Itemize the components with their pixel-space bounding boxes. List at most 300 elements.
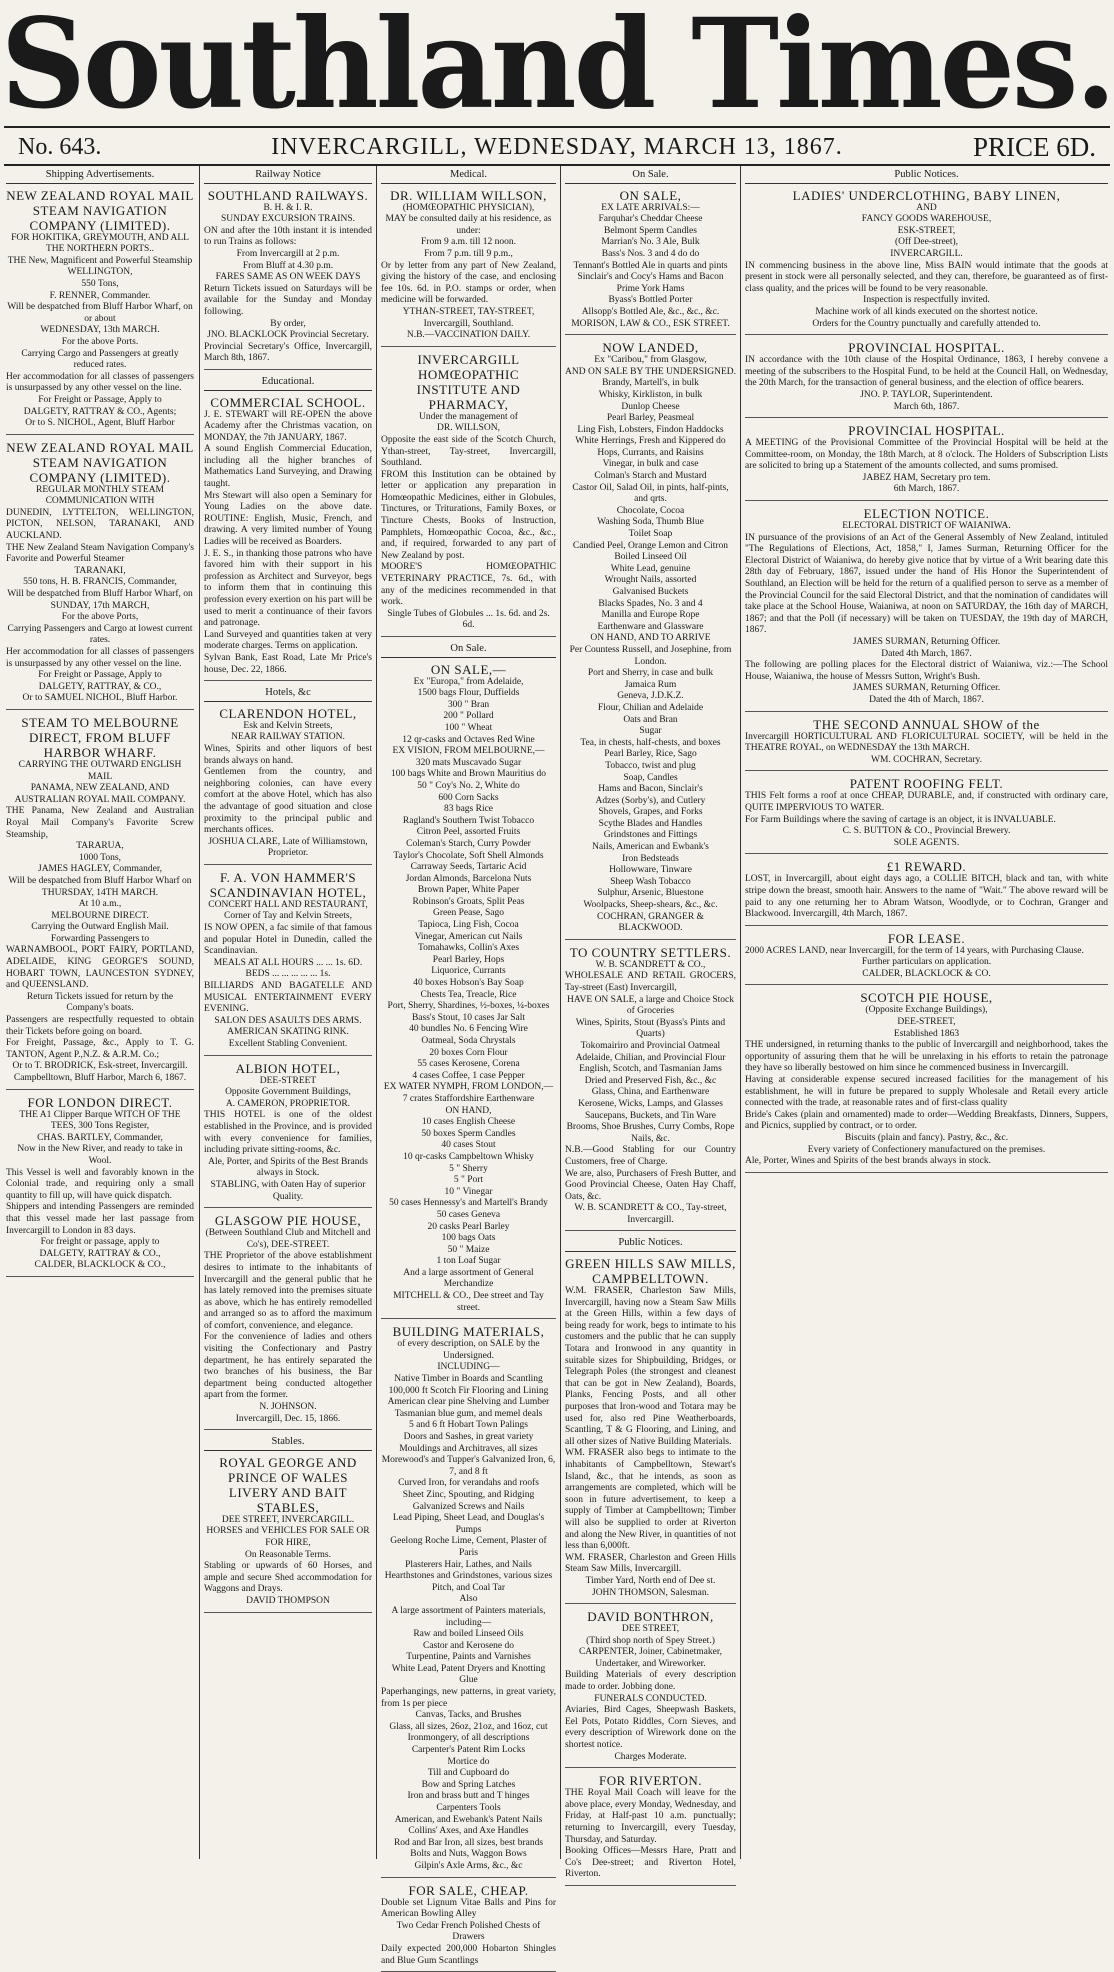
advertisement-line: Further particulars on application. [861, 957, 992, 968]
advertisement-line: Dated 4th March, 1867. [881, 648, 972, 659]
advertisement-line: 40 cases Stout [441, 1140, 496, 1151]
advertisement-line: 100 bags Oats [441, 1233, 496, 1244]
advertisement-line: Paperhangings, new patterns, in great variety, from 1s per piece [381, 1687, 556, 1709]
advertisement-line: Tokomairiro and Provincial Oatmeal [580, 1040, 721, 1051]
column-on-sale-notices [565, 168, 736, 1880]
advertisement-line: Chocolate, Cocoa [616, 505, 685, 516]
advertisement-line: Will be despatched from Bluff Harbor Wharf, on or about [7, 302, 193, 324]
advertisement-line: Byass's Bottled Porter [608, 295, 693, 306]
advertisement-line: For freight or passage, apply to [40, 1237, 160, 1248]
advertisement-line: CARRYING THE OUTWARD ENGLISH MAIL [18, 759, 182, 782]
advertisement-line: Farquhar's Cheddar Cheese [598, 214, 703, 225]
advertisement-line: Return Tickets issued on Saturdays will be available for the Sunday and Monday following. [204, 283, 372, 317]
advertisement [204, 1213, 372, 1430]
advertisement-line: Brown Paper, White Paper [417, 885, 520, 896]
advertisement-line: DEE-STREET, [897, 1017, 956, 1028]
advertisement-line: Colman's Starch and Mustard [594, 471, 707, 482]
advertisement-line: From 7 p.m. till 9 p.m., [424, 248, 513, 259]
advertisement-line: DAVID THOMPSON [246, 1595, 330, 1606]
advertisement-line: SUNDAY, 17th MARCH, [50, 600, 150, 611]
advertisement-line: THE A1 Clipper Barque WITCH OF THE TEES, 300 Tons Register, [19, 1109, 181, 1132]
advertisement-line: Prime York Hams [616, 283, 685, 294]
advertisement-line: FOR HOKITIKA, GREYMOUTH, AND ALL THE NORTHERN PORTS.. [11, 232, 189, 255]
advertisement-line: Brandy, Martell's, in bulk [602, 378, 699, 389]
advertisement-line: Kerosene, Wicks, Lamps, and Glasses [578, 1098, 723, 1109]
advertisement-heading: NOW LANDED, [602, 340, 699, 356]
advertisement-line: Sheep Wash Tobacco [610, 876, 691, 887]
advertisement-line: CONCERT HALL AND RESTAURANT, [208, 899, 368, 910]
advertisement-line: MEALS AT ALL HOURS ... ... 1s. 6D. [213, 957, 363, 968]
advertisement-line: Plasterers Hair, Lathes, and Nails [405, 1559, 532, 1570]
section-heading: On Sale. [381, 642, 556, 658]
advertisement-line: American, and Ewebank's Patent Nails [394, 1814, 543, 1825]
advertisement-line: English, Scotch, and Tasmanian Jams [579, 1064, 722, 1075]
advertisement-line: YTHAN-STREET, TAY-STREET, Invercargill, Southland. [402, 306, 535, 329]
advertisement-line: ESK-STREET, [897, 225, 956, 236]
advertisement-line: BEDS ... ... ... ... ... 1s. [245, 969, 331, 980]
advertisement-line: Oats and Bran [623, 714, 678, 725]
advertisement-line: Manilla and Europe Rope [601, 610, 700, 621]
advertisement-line: NEAR RAILWAY STATION. [231, 732, 345, 743]
advertisement-line: Blacks Spades, No. 3 and 4 [598, 598, 703, 609]
advertisement-line: Double set Lignum Vitae Balls and Pins for American Bowling Alley [381, 1897, 556, 1920]
advertisement-line: Ragland's Southern Twist Tobacco [402, 815, 535, 826]
advertisement-line: Boiled Linseed Oil [614, 552, 687, 563]
advertisement-line: Robinson's Groats, Split Peas [412, 896, 525, 907]
advertisement [745, 423, 1108, 501]
advertisement-line: 1 ton Loaf Sugar [436, 1256, 501, 1267]
advertisement-line: 20 boxes Corn Flour [429, 1047, 508, 1058]
advertisement-line: Excellent Stabling Convenient. [228, 1039, 348, 1049]
advertisement-heading: ON SALE, [619, 187, 682, 203]
advertisement-line: For the convenience of ladies and others visiting the Confectionary and Pastry department, he has entirely separated the two branches of his business, the Bar department being conducted altogether apart from the former. [204, 1332, 372, 1401]
advertisement-line: 50 cases Hennessy's and Martell's Brandy [389, 1198, 548, 1209]
column-divider [560, 166, 561, 1859]
advertisement-heading: ON SALE,— [430, 661, 507, 677]
masthead [0, 0, 1114, 137]
advertisement-line: (Between Southland Club and Mitchell and Co's), DEE-STREET. [205, 1228, 371, 1250]
advertisement-line: Carrying Cargo and Passengers at greatly reduced rates. [21, 348, 179, 371]
column-shipping [6, 168, 194, 1858]
advertisement-line: Ale, Porter, and Spirits of the Best Brands always in Stock. [208, 1156, 368, 1179]
advertisement-line: Having at considerable expense secured increased facilities for the management of his establishment, he will in future be prepared to supply Wholesale and Retail every article connected with the trade, at reasonable rates and of first-class quality [745, 1075, 1108, 1109]
advertisement-line: THE New, Magnificent and Powerful Steamship [7, 255, 193, 266]
advertisement [565, 1609, 736, 1768]
advertisement-line: Or to S. NICHOL, Agent, Bluff Harbor [25, 418, 175, 429]
advertisement-heading: GREEN HILLS SAW MILLS, CAMPBELLTOWN. [565, 1256, 736, 1287]
advertisement-line: Shippers and intending Passengers are reminded that this vessel made her last passage from Invercargill to London in 83 days. [6, 1202, 194, 1236]
advertisement-line: JAMES SURMAN, Returning Officer. [852, 637, 1001, 647]
advertisement-line: Wines, Spirits, Stout (Byass's Pints and Quarts) [575, 1017, 726, 1040]
advertisement-line: Biscuits (plain and fancy). Pastry, &c., &c. [844, 1133, 1009, 1143]
advertisement-line: Ex "Europa," from Adelaide, [413, 676, 524, 687]
advertisement-line: 40 boxes Hobson's Bay Soap [413, 978, 524, 989]
advertisement-line: BILLIARDS AND BAGATELLE AND MUSICAL ENTERTAINMENT EVERY EVENING. [204, 981, 372, 1015]
advertisement-line: Or to T. BRODRICK, Esk-street, Invercargill. [12, 1061, 188, 1072]
advertisement-line: N. JOHNSON. [259, 1402, 317, 1413]
advertisement-line: 10 cases English Cheese [421, 1117, 516, 1128]
advertisement-line: Building Materials of every description made to order. Jobbing done. [565, 1670, 736, 1693]
advertisement-line: 4 cases Coffee, 1 case Pepper [412, 1070, 525, 1081]
advertisement-heading: SOUTHLAND RAILWAYS. [207, 187, 369, 203]
advertisement-heading: NEW ZEALAND ROYAL MAIL STEAM NAVIGATION COMPANY (LIMITED). [6, 439, 194, 485]
advertisement-line: THIS Felt forms a roof at once CHEAP, DURABLE, and, if constructed with ordinary care, QUITE IMPERVIOUS TO WATER. [745, 791, 1108, 813]
advertisement-line: Hearthstones and Grindstones, various sizes [384, 1571, 553, 1582]
advertisement-line: (Third shop north of Spey Street.) [586, 1635, 715, 1646]
advertisement-line: Tea, in chests, half-chests, and boxes [580, 737, 721, 748]
advertisement-line: Carpenter's Patent Rim Locks [411, 1745, 526, 1756]
advertisement-line: Whisky, Kirkliston, in bulk [598, 389, 703, 400]
advertisement-line: Ex "Caribou," from Glasgow, [594, 355, 707, 366]
advertisement-line: Timber Yard, North end of Dee st. [585, 1575, 716, 1586]
advertisement-line: THE Royal Mail Coach will leave for the above place, every Monday, Wednesday, and Friday, at Half-past 10 a.m. punctually; returning to Invercargill, every Tuesday, Thursday, and Saturday. [565, 1788, 736, 1845]
advertisement-line: DALGETY, RATTRAY & CO., Agents; [23, 406, 177, 417]
advertisement-line: A sound English Commercial Education, including all the higher branches of Mathematics Land Surveying, and Drawing taught. [204, 444, 372, 490]
column-medical-sale [381, 168, 556, 1966]
advertisement-line: W. B. SCANDRETT & CO., Tay-street, Invercargill. [574, 1203, 727, 1225]
advertisement-line: Wines, Spirits and other liquors of best brands always on hand. [204, 743, 372, 766]
advertisement-line: B. H. & I. R. [263, 202, 313, 213]
advertisement-line: Tapioca, Ling Fish, Cocoa [418, 920, 519, 931]
advertisement-line: THE undersigned, in returning thanks to the public of Invercargill and neighborhood, takes the opportunity of assuring them that he will be unrelaxing in his efforts to retain the patronage they have so liberally bestowed on him since he commenced business in Invercargill. [745, 1040, 1108, 1074]
advertisement-line: 2000 ACRES LAND, near Invercargill, for the term of 14 years, with Purchasing Clause. [745, 945, 1084, 956]
advertisement-line: Carrying Passengers and Cargo at lowest current rates. [7, 623, 193, 646]
advertisement-line: Jamaica Rum [624, 679, 677, 690]
advertisement-line: White Lead, Patent Dryers and Knotting [391, 1663, 546, 1674]
advertisement-line: J. E. S., in thanking those patrons who have favored him with their support in his profession as Architect and Surveyor, begs to inform them that in continuing this profession every exertion on his part will be used to merit a continuance of their favors and patronage. [204, 548, 372, 629]
advertisement-line: THE New Zealand Steam Navigation Company's Favorite and Powerful Steamer [6, 542, 194, 565]
advertisement-line: 12 qr-casks and Octaves Red Wine [402, 734, 535, 745]
advertisement-line: EX VISION, FROM MELBOURNE,— [392, 746, 545, 757]
advertisement-line: Return Tickets issued for return by the Company's boats. [26, 991, 174, 1014]
advertisement-line: THURSDAY, 14TH MARCH. [41, 887, 159, 898]
advertisement-line: Mouldings and Architraves, all sizes [399, 1443, 538, 1454]
advertisement-line: 50 " Maize [447, 1244, 490, 1255]
advertisement-line: Port, Sherry, Shardines, ½-boxes, ¼-boxes [387, 1001, 550, 1012]
advertisement [204, 188, 372, 370]
advertisement-line: WELLINGTON, [67, 267, 133, 278]
advertisement-line: Glass, all sizes, 26oz, 21oz, and 16oz, cut [389, 1721, 548, 1732]
advertisement-heading: BUILDING MATERIALS, [392, 1324, 545, 1340]
advertisement-line: EX WATER NYMPH, FROM LONDON,— [383, 1082, 554, 1093]
advertisement-line: We are, also, Purchasers of Fresh Butter, and Good Provincial Cheese, Oaten Hay Chaff, Oats, &c. [565, 1168, 736, 1202]
advertisement-line: Glue [459, 1675, 478, 1686]
advertisement-line: Castor Oil, Salad Oil, in pints, half-pints, and qrts. [572, 482, 729, 505]
advertisement-line: 40 bundles No. 6 Fencing Wire [409, 1024, 528, 1035]
advertisement-line: Adelaide, Chilian, and Provincial Flour [575, 1052, 726, 1063]
advertisement-line: Toilet Soap [628, 529, 673, 540]
advertisement-line: 83 bags Rice [443, 804, 494, 815]
advertisement-line: Also [459, 1594, 478, 1605]
advertisement-line: A. CAMERON, PROPRIETOR. [225, 1098, 351, 1109]
advertisement-line: Morewood's and Tupper's Galvanized Iron, 6, 7, and 8 ft [381, 1455, 556, 1477]
advertisement-line: Provincial Secretary's Office, Invercargill, March 8th, 1867. [204, 341, 372, 364]
advertisement [745, 188, 1108, 336]
advertisement-line: WM. FRASER also begs to intimate to the inhabitants of Campbelltown, Stewart's Island, &c., that he intends, as soon as arrangements are completed, which will be soon in future advertisement, to keep a supply of Timber at Campbelltown; Timber will also be supplied to order at Riverton and along the New River, in quantities of not less than 6,000ft. [565, 1448, 736, 1552]
advertisement-line: Pearl Barley, Hops [432, 954, 505, 965]
column-public-notices [745, 168, 1108, 1858]
advertisement-line: And a large assortment of General Merchandize [403, 1267, 534, 1290]
advertisement-line: Dated the 4th of March, 1867. [869, 694, 984, 705]
advertisement-line: White Herrings, Fresh and Kippered do [575, 436, 726, 447]
advertisement-line: SALON DES ASAULTS DES ARMS. [214, 1015, 362, 1026]
advertisement-line: Allsopp's Bottled Ale, &c., &c., &c. [581, 306, 720, 317]
issue-number: No. 643. [18, 134, 102, 160]
advertisement-line: J. E. STEWART will RE-OPEN the above Academy after the Christmas vacation, on MONDAY, the 7th JANUARY, 1867. [204, 409, 372, 443]
advertisement-line: 5 " Port [453, 1175, 484, 1186]
advertisement-line: Geelong Roche Lime, Cement, Plaster of Paris [390, 1536, 547, 1558]
advertisement-line: Will be despatched from Bluff Harbor Wharf, on [7, 589, 193, 600]
advertisement-line: JABEZ HAM, Secretary pro tem. [862, 472, 991, 483]
advertisement-heading: PROVINCIAL HOSPITAL. [848, 340, 1005, 356]
advertisement [381, 662, 556, 1320]
advertisement-line: Established 1863 [893, 1028, 960, 1039]
column-railway-hotels [204, 168, 372, 1858]
column-divider [199, 166, 200, 1859]
advertisement-line: REGULAR MONTHLY STEAM COMMUNICATION WITH [36, 484, 164, 507]
advertisement-heading: LADIES' UNDERCLOTHING, BABY LINEN, [792, 187, 1061, 203]
advertisement-line: Soap, Candles [623, 772, 678, 783]
advertisement-line: 200 " Pollard [443, 711, 494, 722]
advertisement-line: Iron Bedsteads [622, 853, 679, 864]
advertisement-line: Corner of Tay and Kelvin Streets, [224, 911, 352, 922]
advertisement-line: FARES SAME AS ON WEEK DAYS [215, 272, 361, 283]
advertisement-line: INVERCARGILL. [890, 248, 963, 259]
advertisement [6, 1095, 194, 1277]
advertisement-heading: ROYAL GEORGE AND PRINCE OF WALES LIVERY AND BAIT STABLES, [219, 1454, 357, 1515]
advertisement-line: Citron Peel, assorted Fruits [416, 827, 521, 838]
advertisement-line: 100 bags White and Brown Mauritius do [391, 769, 546, 780]
advertisement-line: 320 mats Muscavado Sugar [415, 757, 522, 768]
advertisement-line: DR. WILLSON, [437, 423, 500, 434]
advertisement-line: Grindstones and Fittings [603, 830, 698, 841]
advertisement-line: CALDER, BLACKLOCK & CO. [862, 968, 991, 979]
advertisement [745, 340, 1108, 418]
advertisement-line: CALDER, BLACKLOCK & CO., [34, 1260, 166, 1271]
advertisement-line: Belmont Sperm Candles [604, 225, 697, 236]
advertisement-line: A large assortment of Painters materials, including— [391, 1605, 546, 1628]
advertisement-line: Wrought Nails, assorted [604, 575, 697, 586]
advertisement-line: Tasmanian blue gum, and memel deals [394, 1408, 543, 1419]
advertisement-line: WM. COCHRAN, Secretary. [871, 754, 982, 765]
advertisement [381, 1883, 556, 1972]
advertisement-line: Opposite the east side of the Scotch Church, Ythan-street, Tay-street, Invercargill, Southland. [381, 434, 556, 469]
section-heading: Stables. [204, 1435, 372, 1451]
advertisement-line: SOLE AGENTS. [893, 837, 960, 848]
advertisement-line: Candied Peel, Orange Lemon and Citron [572, 540, 729, 551]
advertisement-line: Passengers are respectfully requested to obtain their Tickets before going on board. [6, 1015, 194, 1037]
advertisement-line: Pitch, and Coal Tar [431, 1582, 506, 1593]
advertisement-line: Orders for the Country punctually and carefully attended to. [812, 318, 1041, 329]
advertisement-line: Geneva, J.D.K.Z. [617, 691, 684, 702]
advertisement-line: 7 crates Staffordshire Earthenware [402, 1093, 535, 1104]
advertisement-line: MORISON, LAW & CO., ESK STREET. [571, 318, 730, 329]
advertisement-line: Bolts and Nuts, Waggon Bows [410, 1849, 527, 1860]
advertisement-line: JAMES HAGLEY, Commander, [38, 864, 162, 875]
advertisement-line: Vinegar, in bulk and case [602, 459, 699, 470]
advertisement-line: THE Panama, New Zealand and Australian Royal Mail Company's Favorite Screw Steamship, [6, 806, 194, 840]
advertisement-line: Coleman's Starch, Curry Powder [406, 838, 531, 849]
advertisement-line: White Lead, genuine [610, 563, 691, 574]
advertisement-heading: TO COUNTRY SETTLERS. [569, 944, 732, 960]
advertisement-line: Carpenters Tools [436, 1803, 501, 1813]
advertisement-line: Under the management of [419, 411, 518, 422]
advertisement-line: From Invercargill at 2 p.m. [236, 248, 340, 259]
advertisement-line: JNO. BLACKLOCK Provincial Secretary. [207, 330, 369, 341]
advertisement-line: Oatmeal, Soda Chrystals [421, 1036, 516, 1046]
advertisement-line: Sugar [639, 726, 662, 737]
advertisement-line: Saucepans, Buckets, and Tin Ware [585, 1110, 716, 1121]
advertisement-line: 550 tons, H. B. FRANCIS, Commander, [23, 577, 177, 588]
advertisement-line: Pearl Barley, Peasmeal [606, 413, 695, 424]
advertisement-line: WHOLESALE AND RETAIL GROCERS, Tay-street (East) Invercargill, [565, 971, 736, 993]
advertisement [204, 395, 372, 682]
column-divider [376, 166, 377, 1859]
advertisement-line: INCLUDING— [437, 1362, 500, 1373]
advertisement-line: AND ON SALE BY THE UNDERSIGNED. [565, 366, 736, 377]
advertisement-line: 50 boxes Sperm Candles [421, 1128, 516, 1139]
advertisement-line: 50 " Coy's No. 2, White do [417, 780, 520, 791]
advertisement-line: DALGETY, RATTRAY, & CO., [38, 681, 162, 692]
advertisement-line: AMERICAN SKATING RINK. [227, 1027, 349, 1038]
advertisement-heading: INVERCARGILL HOMŒOPATHIC INSTITUTE AND PHARMACY, [416, 351, 521, 412]
advertisement-line: AND [916, 202, 937, 213]
advertisement-line: Marrian's No. 3 Ale, Bulk [601, 237, 700, 248]
advertisement-line: Gilpin's Axle Arms, &c., &c [414, 1860, 523, 1871]
advertisement [745, 717, 1108, 772]
advertisement-line: Liquorice, Currants [431, 966, 506, 977]
advertisement [565, 1256, 736, 1604]
advertisement-line: Aviaries, Bird Cages, Sheepwash Baskets, Eel Pots, Potato Riddles, Corn Sieves, and every description of Wirework done on the shortest notice. [565, 1705, 736, 1751]
advertisement-line: Earthenware and Glassware [597, 621, 704, 632]
advertisement [204, 1061, 372, 1209]
advertisement-line: Tennant's Bottled Ale in quarts and pints [573, 260, 728, 271]
column-divider [740, 166, 741, 1859]
advertisement [381, 1324, 556, 1877]
advertisement-line: Mrs Stewart will also open a Seminary for Young Ladies on the above date. ROUTINE: English, Music, French, and drawing. A very limited number of Young Ladies will be received as Boarders. [204, 490, 372, 548]
advertisement-line: Or to SAMUEL NICHOL, Bluff Harbor. [22, 693, 178, 704]
advertisement-line: Rod and Bar Iron, all sizes, best brands [393, 1837, 544, 1848]
advertisement-line: Dunlop Cheese [621, 401, 680, 412]
advertisement-line: Inspection is respectfully invited. [863, 295, 990, 306]
advertisement-line: Bow and Spring Latches [421, 1779, 516, 1790]
advertisement-line: Invercargill HORTICULTURAL AND FLORICULTURAL SOCIETY, will be held in the THEATRE ROYAL, on WEDNESDAY the 13th MARCH. [745, 731, 1108, 754]
advertisement-line: (Opposite Exchange Buildings), [865, 1005, 988, 1016]
section-heading: Shipping Advertisements. [6, 168, 194, 184]
advertisement-heading: FOR RIVERTON. [599, 1773, 702, 1789]
advertisement-line: Her accommodation for all classes of passengers is unsurpassed by any other vessel on the line. [6, 371, 194, 394]
advertisement [381, 188, 556, 347]
advertisement-heading: PROVINCIAL HOSPITAL. [848, 423, 1005, 439]
place-date: INVERCARGILL, WEDNESDAY, MARCH 13, 1867. [271, 134, 843, 160]
advertisement-line: Daily expected 200,000 Hobarton Shingles and Blue Gum Scantlings [381, 1943, 556, 1966]
advertisement-heading: FOR LONDON DIRECT. [27, 1094, 173, 1110]
advertisement-heading: GLASGOW PIE HOUSE, [214, 1213, 362, 1229]
advertisement-line: Carrying the Outward English Mail. [31, 922, 169, 933]
advertisement-line: MELBOURNE DIRECT. [51, 910, 149, 921]
advertisement [565, 188, 736, 336]
advertisement-line: Hops, Currants, and Raisins [597, 447, 704, 458]
advertisement-line: 10 qr-casks Campbeltown Whisky [403, 1151, 534, 1162]
advertisement [565, 1773, 736, 1886]
advertisement-line: THIS HOTEL is one of the oldest established in the Province, and is provided with every convenience for families, including private sitting-rooms, &c. [204, 1110, 372, 1156]
advertisement-heading: ALBION HOTEL, [235, 1060, 341, 1076]
advertisement-line: W. B. SCANDRETT & CO., [595, 959, 706, 970]
advertisement [745, 776, 1108, 854]
advertisement-heading: NEW ZEALAND ROYAL MAIL STEAM NAVIGATION COMPANY (LIMITED). [6, 187, 194, 233]
advertisement-line: Charges Moderate. [614, 1751, 687, 1762]
advertisement-line: HORSES and VEHICLES FOR SALE OR FOR HIRE, [206, 1526, 370, 1548]
advertisement-line: (HOMŒOPATHIC PHYSICIAN), [402, 202, 535, 213]
advertisement-line: Carraway Seeds, Tartaric Acid [410, 862, 527, 873]
advertisement-line: SUNDAY EXCURSION TRAINS. [221, 214, 355, 225]
advertisement-line: Canvas, Tacks, and Brushes [415, 1710, 522, 1721]
advertisement [6, 440, 194, 710]
advertisement-line: For Farm Buildings where the saving of cartage is an object, it is INVALUABLE. [745, 814, 1056, 825]
advertisement-line: Scythe Blades and Handles [598, 818, 703, 829]
advertisement-line: MOORE'S HOMŒOPATHIC VETERINARY PRACTICE, 7s. 6d., with any of the medicines recommended in that work. [381, 562, 556, 608]
advertisement-line: Ale, Porter, Wines and Spirits of the best brands always in stock. [745, 1156, 992, 1167]
advertisement-line: MAY be consulted daily at his residence, as under: [385, 214, 552, 236]
advertisement-line: F. RENNER, Commander. [49, 290, 151, 301]
advertisement-line: Machine work of all kinds executed on the shortest notice. [815, 306, 1038, 317]
advertisement-line: JOSHUA CLARE, Late of Williamstown, Proprietor. [208, 836, 368, 859]
advertisement-line: Brooms, Shoe Brushes, Curry Combs, Rope Nails, &c. [566, 1122, 735, 1144]
advertisement-line: 10 " Vinegar [444, 1186, 493, 1197]
advertisement-line: Hams and Bacon, Sinclair's [598, 784, 703, 795]
advertisement [565, 945, 736, 1232]
advertisement-line: Ling Fish, Lobsters, Findon Haddocks [577, 424, 724, 435]
advertisement-line: Galvanised Buckets [612, 587, 689, 597]
advertisement-line: DUNEDIN, LYTTELTON, WELLINGTON, PICTON, NELSON, TARANAKI, AND AUCKLAND. [6, 507, 194, 542]
advertisement-line: Tobacco, twist and plug [605, 760, 696, 771]
advertisement-line: STABLING, with Oaten Hay of superior Quality. [210, 1179, 366, 1202]
advertisement-line: Gentlemen from the country, and neighboring colonies, can have every comfort at the above Hotel, which has also the advantage of good situation and close proximity to the principal public and merchants offices. [204, 767, 372, 836]
advertisement-heading: PATENT ROOFING FELT. [849, 776, 1004, 792]
advertisement-line: Esk and Kelvin Streets, [243, 720, 333, 731]
advertisement [381, 352, 556, 637]
advertisement-line: ON HAND, [445, 1105, 492, 1116]
advertisement-line: C. S. BUTTON & CO., Provincial Brewery. [842, 826, 1011, 837]
advertisement-line: A MEETING of the Provisional Committee of the Provincial Hospital will be held at the Committee-room, on Monday, the 18th March, at 8 o'clock. The Holders of Subscription Lists are solicited to bring up a Statement of the amounts collected, and sums promised. [745, 438, 1108, 472]
advertisement-line: (Off Dee-street), [894, 237, 959, 248]
advertisement-line: Booking Offices—Messrs Hare, Pratt and Co's Dee-street; and Riverton Hotel, Riverton. [565, 1846, 736, 1880]
advertisement-line: For Freight, Passage, &c., Apply to T. G. TANTON, Agent P.,N.Z. & A.R.M. Co.; [6, 1038, 194, 1060]
advertisement-line: Bride's Cakes (plain and ornamented) made to order—Wedding Breakfasts, Dinners, Suppers, and Picnics, supplied by contract, or to order. [745, 1109, 1108, 1132]
advertisement [745, 931, 1108, 986]
section-heading: Educational. [204, 375, 372, 391]
advertisement-line: ON HAND, AND TO ARRIVE [590, 633, 711, 644]
advertisement-line: 20 casks Pearl Barley [427, 1221, 510, 1232]
advertisement-line: Turpentine, Paints and Varnishes [406, 1652, 531, 1663]
advertisement-line: Sheet Zinc, Spouting, and Ridging [402, 1489, 535, 1500]
advertisement-line: 5 and 6 ft Hobart Town Palings [409, 1420, 528, 1431]
advertisement-line: Single Tubes of Globules ... 1s. 6d. and 2s. 6d. [387, 608, 550, 631]
advertisement-line: Will be despatched from Bluff Harbor Wharf on [8, 875, 192, 886]
section-heading: Medical. [381, 168, 556, 184]
advertisement-line: WM. FRASER, Charleston and Green Hills Steam Saw Mills, Invercargill. [565, 1552, 736, 1575]
advertisement-line: Campbelltown, Bluff Harbor, March 6, 1867. [13, 1073, 187, 1083]
advertisement-heading: DR. WILLIAM WILLSON, [390, 187, 547, 203]
advertisement-heading: DAVID BONTHRON, [587, 1609, 714, 1625]
advertisement-line: Iron and brass butt and T hinges [407, 1791, 530, 1802]
advertisement-line: Per Countess Russell, and Josephine, from London. [569, 644, 732, 667]
advertisement-line: HAVE ON SALE, a large and Choice Stock of Groceries [567, 994, 734, 1017]
advertisement-line: 6th March, 1867. [893, 484, 960, 495]
dateline [0, 128, 1114, 164]
advertisement-line: Raw and boiled Linseed Oils [413, 1629, 524, 1640]
advertisement-line: 1000 Tons, [79, 852, 121, 863]
